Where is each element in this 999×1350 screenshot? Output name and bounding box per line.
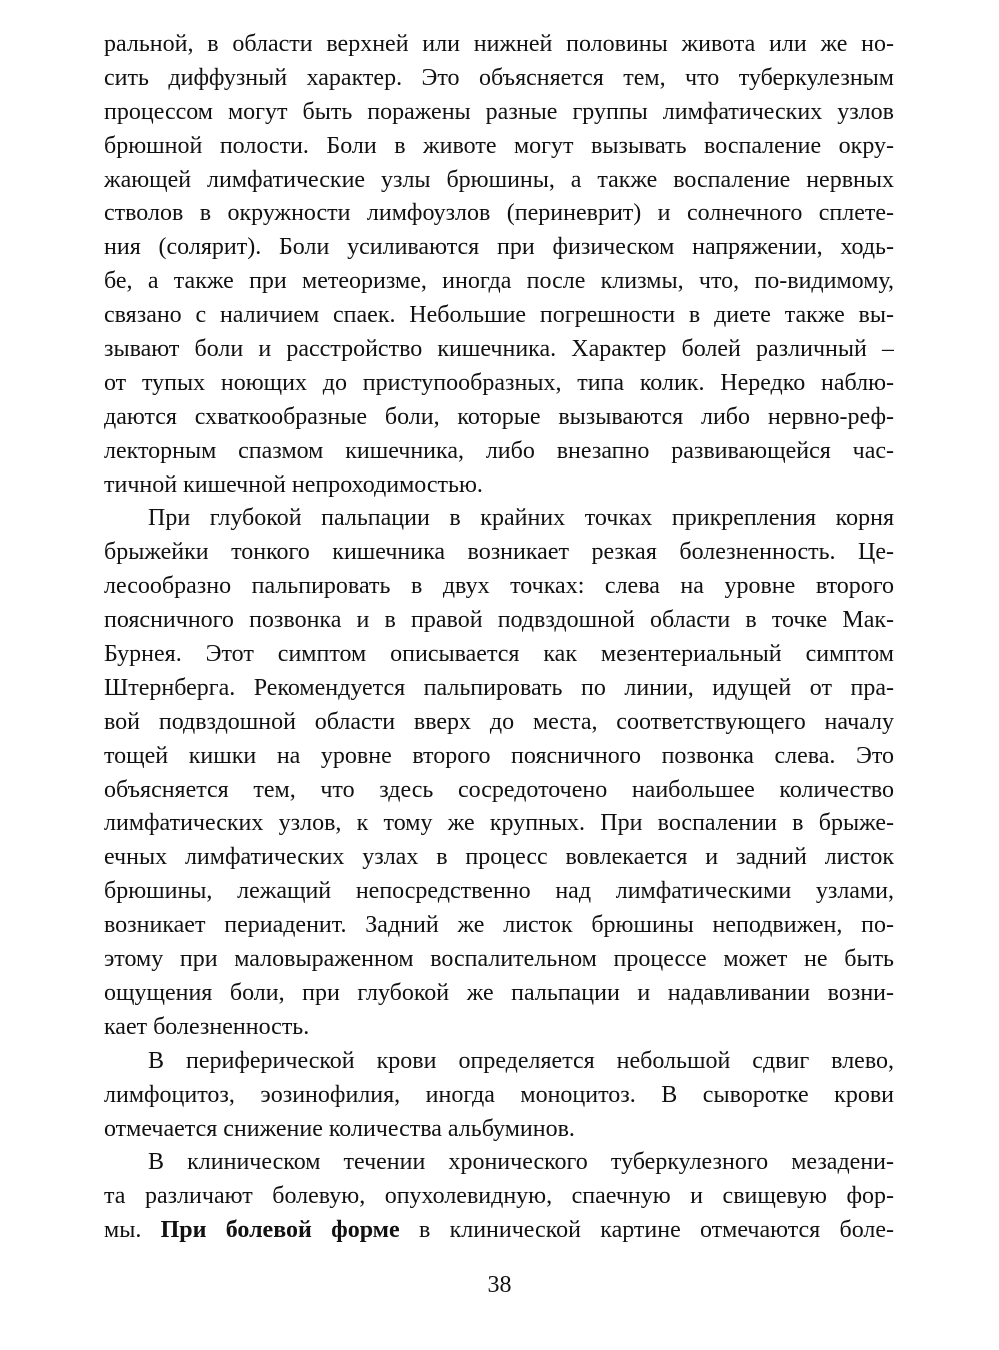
text-line: отмечается снижение количества альбуминов. xyxy=(104,1115,575,1142)
text-line xyxy=(104,1214,894,1248)
text-line: Бурнея. Этот симптом описывается как мезентериальный симптом xyxy=(104,641,894,668)
text-line: лимфоцитоз, эозинофилия, иногда моноцитоз. В сыворотке крови xyxy=(104,1081,894,1108)
text-line: связано с наличием спаек. Небольшие погрешности в диете также вы- xyxy=(104,302,894,329)
text-line: В клиническом течении хронического туберкулезного мезадени- xyxy=(148,1149,894,1176)
text-line: ощущения боли, при глубокой же пальпации и надавливании возни- xyxy=(104,979,894,1006)
text-line: ральной, в области верхней или нижней половины живота или же но- xyxy=(104,31,894,57)
text-line: стволов в окружности лимфоузлов (периневрит) и солнечного сплете- xyxy=(104,200,894,227)
text-line: Штернберга. Рекомендуется пальпировать по линии, идущей от пра- xyxy=(104,674,894,701)
paragraph-3 xyxy=(104,1045,894,1147)
text-line: При глубокой пальпации в крайних точках прикрепления корня xyxy=(148,505,894,532)
text-line: В периферической крови определяется небольшой сдвиг влево, xyxy=(148,1047,894,1074)
text-fragment: мы. xyxy=(104,1217,142,1244)
text-line: процессом могут быть поражены разные группы лимфатических узлов xyxy=(104,98,894,125)
text-line: ния (солярит). Боли усиливаются при физическом напряжении, ходь- xyxy=(104,234,894,261)
page-number: 38 xyxy=(487,1272,512,1298)
text-line: этому при маловыраженном воспалительном процессе может не быть xyxy=(104,946,894,973)
paragraph-1 xyxy=(104,28,894,502)
text-line: брюшины, лежащий непосредственно над лимфатическими узлами, xyxy=(104,878,894,905)
text-line: сить диффузный характер. Это объясняется тем, что туберкулезным xyxy=(104,64,894,91)
text-line: та различают болевую, опухолевидную, спаечную и свищевую фор- xyxy=(104,1183,894,1210)
text-line: поясничного позвонка и в правой подвздошной области в точке Мак- xyxy=(104,607,894,634)
text-line: брыжейки тонкого кишечника возникает резкая болезненность. Це- xyxy=(104,539,894,566)
text-line: тощей кишки на уровне второго поясничного позвонка слева. Это xyxy=(104,742,894,769)
text-line: бе, а также при метеоризме, иногда после клизмы, что, по-видимому, xyxy=(104,268,894,295)
body-text xyxy=(104,28,894,1248)
text-line: зывают боли и расстройство кишечника. Характер болей различный – xyxy=(104,336,894,363)
text-line: лесообразно пальпировать в двух точках: слева на уровне второго xyxy=(104,573,894,600)
text-line: объясняется тем, что здесь сосредоточено наибольшее количество xyxy=(104,776,894,803)
text-line: возникает периаденит. Задний же листок брюшины неподвижен, по- xyxy=(104,912,894,939)
text-line: лекторным спазмом кишечника, либо внезапно развивающейся час- xyxy=(104,437,894,464)
text-line: вой подвздошной области вверх до места, соответствующего началу xyxy=(104,708,894,735)
paragraph-2 xyxy=(104,502,894,1044)
text-line: жающей лимфатические узлы брюшины, а также воспаление нервных xyxy=(104,166,894,193)
text-line: ечных лимфатических узлах в процесс вовлекается и задний листок xyxy=(104,844,894,871)
text-line: даются схваткообразные боли, которые вызываются либо нервно-реф- xyxy=(104,403,894,430)
paragraph-4 xyxy=(104,1146,894,1248)
text-line: тичной кишечной непроходимостью. xyxy=(104,471,483,498)
text-line: от тупых ноющих до приступообразных, типа колик. Нередко наблю- xyxy=(104,369,894,396)
text-line: кает болезненность. xyxy=(104,1013,310,1040)
text-line: брюшной полости. Боли в животе могут вызывать воспаление окру- xyxy=(104,132,894,159)
text-line: лимфатических узлов, к тому же крупных. При воспалении в брыже- xyxy=(104,810,894,837)
bold-term: При болевой форме xyxy=(160,1217,400,1244)
text-fragment: в клинической картине отмечаются боле- xyxy=(418,1217,894,1244)
